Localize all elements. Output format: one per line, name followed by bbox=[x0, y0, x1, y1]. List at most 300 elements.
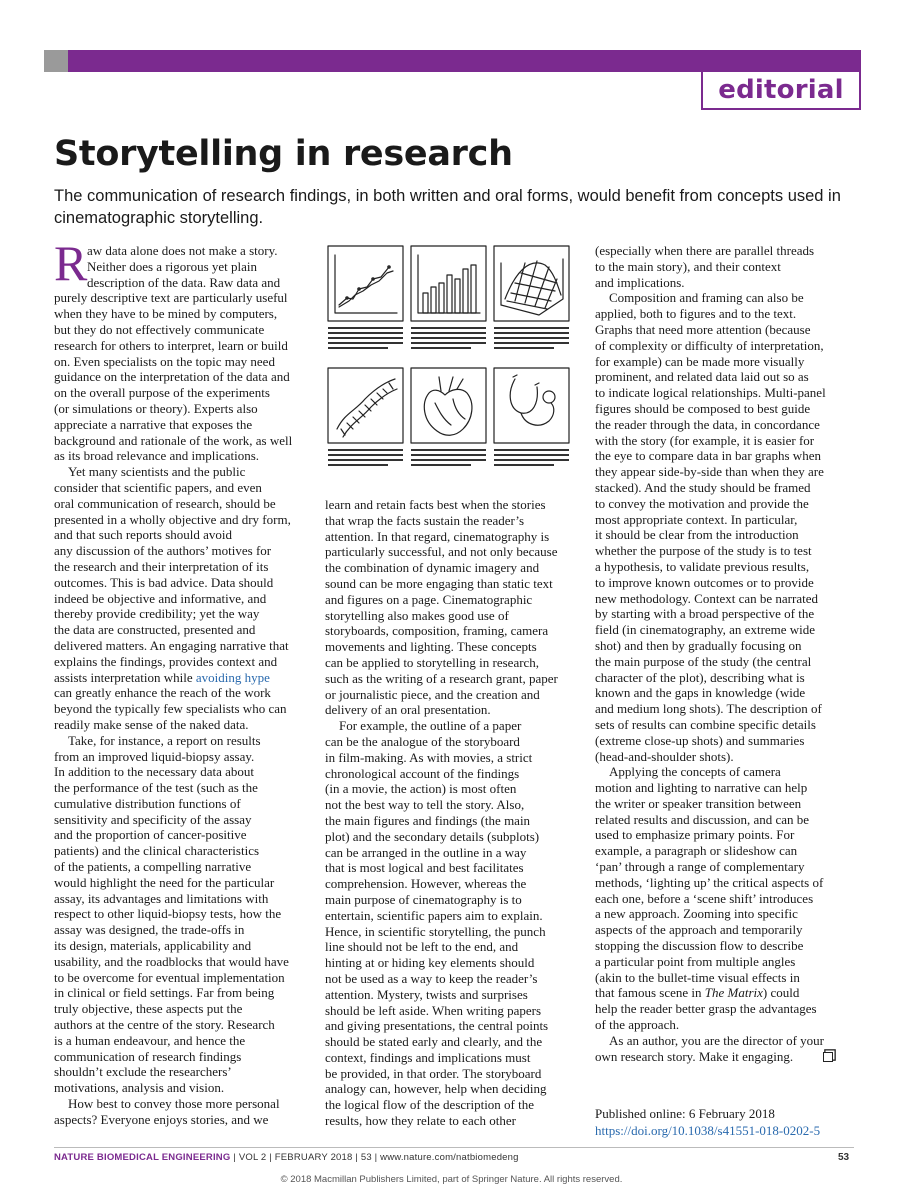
article-title: Storytelling in research bbox=[54, 134, 513, 174]
text-line-content: can be arranged in the outline in a way bbox=[325, 844, 527, 860]
text-line-content: hinting at or hiding key elements should bbox=[325, 955, 535, 971]
text-line-content: known and the gaps in knowledge (wide bbox=[595, 685, 806, 701]
text-line-content: they appear side-by-side than when they are bbox=[595, 464, 824, 480]
text-line-content: help the reader better grasp the advantages bbox=[595, 1001, 817, 1017]
text-line bbox=[595, 859, 857, 875]
text-line-content: that wrap the facts sustain the reader’s bbox=[325, 512, 525, 528]
text-line bbox=[325, 781, 587, 797]
text-line bbox=[595, 322, 857, 338]
text-line-content: to the main story), and their context bbox=[595, 258, 781, 274]
text-line-content: main purpose of cinematography is to bbox=[325, 891, 522, 907]
text-line bbox=[325, 734, 587, 750]
text-line-content: consider that scientific papers, and even bbox=[54, 479, 262, 495]
text-line-content: truly objective, these aspects put the bbox=[54, 1001, 243, 1017]
text-line-content: Neither does a rigorous yet plain bbox=[87, 258, 258, 274]
text-line-content: aspects? Everyone enjoys stories, and we bbox=[54, 1111, 269, 1127]
text-line bbox=[54, 1017, 316, 1033]
text-line bbox=[54, 780, 316, 796]
text-line bbox=[595, 749, 857, 765]
text-line-content: of the patients, a compelling narrative bbox=[54, 859, 252, 875]
text-line-content: is a human endeavour, and hence the bbox=[54, 1032, 246, 1048]
text-line-content: any discussion of the authors’ motives for bbox=[54, 543, 272, 559]
header-grey-block bbox=[44, 50, 68, 72]
text-line bbox=[325, 797, 587, 813]
text-line-content: or journalistic piece, and the creation and bbox=[325, 686, 540, 702]
text-line-content: a new approach. Zooming into specific bbox=[595, 906, 798, 922]
text-line-content: and medium long shots). The description of bbox=[595, 701, 822, 717]
text-line bbox=[54, 1049, 316, 1065]
text-line bbox=[54, 922, 316, 938]
text-line-content: a hypothesis, to validate previous results, bbox=[595, 558, 810, 574]
footer-rule bbox=[54, 1147, 854, 1148]
text-line bbox=[54, 638, 316, 654]
text-line-content: How best to convey those more personal bbox=[68, 1096, 280, 1112]
text-line-content: (head-and-shoulder shots). bbox=[595, 748, 734, 764]
doi-link[interactable]: https://doi.org/10.1038/s41551-018-0202-5 bbox=[595, 1123, 821, 1138]
text-column-1 bbox=[54, 235, 316, 1128]
text-line-content: and giving presentations, the central points bbox=[325, 1018, 549, 1034]
text-line-content: the reader through the data, in concordance bbox=[595, 416, 820, 432]
text-line bbox=[595, 401, 857, 417]
text-line-content: the logical flow of the description of the bbox=[325, 1097, 535, 1113]
text-line-content: not the best way to tell the story. Also, bbox=[325, 797, 525, 813]
text-line-content: motivations, analysis and vision. bbox=[54, 1080, 225, 1096]
text-line bbox=[54, 275, 316, 291]
text-line bbox=[54, 1064, 316, 1080]
text-line bbox=[325, 608, 587, 624]
text-line bbox=[595, 1033, 857, 1049]
text-line bbox=[325, 876, 587, 892]
text-line bbox=[54, 749, 316, 765]
text-line bbox=[595, 701, 857, 717]
text-line bbox=[595, 433, 857, 449]
text-line-content: delivered matters. An engaging narrative that bbox=[54, 637, 289, 653]
text-line-content: in clinical or field settings. Far from being bbox=[54, 985, 275, 1001]
text-line bbox=[54, 764, 316, 780]
text-line-content: guidance on the interpretation of the data and bbox=[54, 369, 290, 385]
text-line bbox=[595, 985, 857, 1001]
text-line bbox=[54, 670, 316, 686]
italic-title: The Matrix bbox=[704, 985, 763, 1001]
text-line-content: stacked). And the study should be framed bbox=[595, 479, 811, 495]
text-line bbox=[595, 306, 857, 322]
text-line bbox=[54, 891, 316, 907]
text-line-content: that famous scene in bbox=[595, 985, 705, 1001]
text-line bbox=[595, 906, 857, 922]
text-line-content: Applying the concepts of camera bbox=[609, 764, 781, 780]
storyboard-caption-lines bbox=[328, 327, 569, 466]
text-line-content: respect to other liquid-biopsy tests, how the bbox=[54, 906, 282, 922]
text-line-content: attention. In that regard, cinematography is bbox=[325, 528, 550, 544]
text-line-content: context, findings and implications must bbox=[325, 1049, 531, 1065]
text-line-content: In addition to the necessary data about bbox=[54, 764, 254, 780]
text-line-content: usability, and the roadblocks that would have bbox=[54, 953, 289, 969]
text-line-content: sensitivity and specificity of the assay bbox=[54, 811, 252, 827]
text-line-content: each one, before a ‘scene shift’ introduces bbox=[595, 890, 814, 906]
text-line bbox=[54, 512, 316, 528]
text-line bbox=[325, 939, 587, 955]
text-line bbox=[325, 987, 587, 1003]
text-line-content: Composition and framing can also be bbox=[609, 290, 804, 306]
text-line bbox=[54, 354, 316, 370]
text-line bbox=[54, 290, 316, 306]
text-line bbox=[325, 529, 587, 545]
text-line-content: can be the analogue of the storyboard bbox=[325, 733, 520, 749]
text-line bbox=[595, 527, 857, 543]
text-line bbox=[54, 796, 316, 812]
text-line bbox=[325, 544, 587, 560]
text-line bbox=[54, 433, 316, 449]
footer-journal: NATURE BIOMEDICAL ENGINEERING bbox=[54, 1152, 231, 1163]
text-line bbox=[325, 1081, 587, 1097]
text-line bbox=[54, 1096, 316, 1112]
text-line-content: patients) and the clinical characteristics bbox=[54, 843, 260, 859]
text-line-content: prominent, and related data laid out so as bbox=[595, 369, 809, 385]
section-label-box bbox=[701, 72, 861, 110]
text-line bbox=[325, 576, 587, 592]
text-line bbox=[54, 338, 316, 354]
text-line bbox=[595, 1017, 857, 1033]
text-line bbox=[325, 671, 587, 687]
header-purple-bar bbox=[68, 50, 861, 72]
text-line-content: (especially when there are parallel threads bbox=[595, 243, 815, 258]
text-column-2 bbox=[325, 497, 587, 1129]
text-line bbox=[54, 875, 316, 891]
text-line bbox=[54, 859, 316, 875]
text-line-content: storytelling also makes good use of bbox=[325, 607, 509, 623]
text-line-content: motion and lighting to narrative can help bbox=[595, 780, 808, 796]
text-line-content: readily make sense of the naked data. bbox=[54, 716, 249, 732]
text-line-content: to indicate logical relationships. Multi-panel bbox=[595, 385, 826, 401]
text-line-content: field (in cinematography, an extreme wide bbox=[595, 622, 816, 638]
text-line-content: example, a paragraph or slideshow can bbox=[595, 843, 798, 859]
text-line bbox=[595, 654, 857, 670]
text-line bbox=[54, 685, 316, 701]
text-line-content: should be stated early and clearly, and the bbox=[325, 1034, 543, 1050]
text-line-content: the data are constructed, presented and bbox=[54, 622, 256, 638]
text-line bbox=[595, 622, 857, 638]
text-line bbox=[595, 496, 857, 512]
text-line-content: (akin to the bullet-time visual effects in bbox=[595, 969, 800, 985]
text-line bbox=[595, 385, 857, 401]
text-line-content: communication of research findings bbox=[54, 1048, 242, 1064]
text-line-content: research for others to interpret, learn or build bbox=[54, 337, 288, 353]
text-line-content: such as the writing of a research grant, paper bbox=[325, 670, 558, 686]
text-line bbox=[595, 891, 857, 907]
text-line bbox=[54, 1033, 316, 1049]
text-line bbox=[325, 766, 587, 782]
text-line-content: a particular point from multiple angles bbox=[595, 953, 796, 969]
text-line bbox=[595, 464, 857, 480]
text-line bbox=[595, 733, 857, 749]
text-line bbox=[54, 827, 316, 843]
text-line bbox=[54, 322, 316, 338]
text-line-content: attention. Mystery, twists and surprises bbox=[325, 986, 528, 1002]
text-line-content: Hence, in scientific storytelling, the punch bbox=[325, 923, 546, 939]
text-line-content: Yet many scientists and the public bbox=[68, 464, 246, 480]
text-line bbox=[325, 655, 587, 671]
text-line-content: used to emphasize primary points. For bbox=[595, 827, 795, 843]
text-line-content: for example) can be made more visually bbox=[595, 353, 805, 369]
drop-cap: R bbox=[54, 235, 88, 291]
text-line-content: outcomes. This is bad advice. Data should bbox=[54, 574, 274, 590]
footer-citation bbox=[54, 1152, 519, 1163]
text-line-content: the main figures and findings (the main bbox=[325, 812, 531, 828]
text-line bbox=[54, 1080, 316, 1096]
text-line-content: (extreme close-up shots) and summaries bbox=[595, 732, 805, 748]
text-line-content: oral communication of research, should be bbox=[54, 495, 276, 511]
text-line-content: but they do not effectively communicate bbox=[54, 321, 265, 337]
text-line bbox=[54, 369, 316, 385]
text-line bbox=[595, 290, 857, 306]
text-line bbox=[595, 606, 857, 622]
text-line-content: as its broad relevance and implications. bbox=[54, 448, 260, 464]
text-line-content: entertain, scientific papers aim to explain. bbox=[325, 907, 543, 923]
storyboard-illustration bbox=[325, 243, 573, 471]
text-line bbox=[54, 591, 316, 607]
text-line-content: should be left aside. When writing papers bbox=[325, 1002, 542, 1018]
text-line bbox=[595, 780, 857, 796]
text-line-content: assay was designed, the trade-offs in bbox=[54, 922, 245, 938]
storyboard-panel-heart bbox=[411, 368, 486, 443]
text-line bbox=[54, 938, 316, 954]
text-line-content: purely descriptive text are particularly useful bbox=[54, 290, 288, 306]
text-line bbox=[595, 938, 857, 954]
text-line bbox=[595, 448, 857, 464]
text-line-content: can be applied to storytelling in research, bbox=[325, 654, 540, 670]
text-line bbox=[595, 1049, 857, 1065]
text-line-content: on. Even specialists on the topic may need bbox=[54, 353, 275, 369]
text-line-content: assists interpretation while bbox=[54, 669, 196, 685]
text-line-content: by starting with a broad perspective of the bbox=[595, 606, 815, 622]
text-line-content: would highlight the need for the particular bbox=[54, 874, 275, 890]
text-line-content: results, how they relate to each other bbox=[325, 1113, 516, 1129]
text-line bbox=[325, 497, 587, 513]
text-line bbox=[595, 575, 857, 591]
text-line bbox=[595, 512, 857, 528]
text-line bbox=[54, 843, 316, 859]
text-line bbox=[54, 606, 316, 622]
text-line bbox=[54, 654, 316, 670]
text-line bbox=[54, 906, 316, 922]
text-line-content: be provided, in that order. The storyboard bbox=[325, 1065, 542, 1081]
text-line bbox=[325, 908, 587, 924]
text-line bbox=[325, 513, 587, 529]
text-line bbox=[325, 639, 587, 655]
publication-info bbox=[595, 1105, 820, 1139]
text-line-content: shouldn’t exclude the researchers’ bbox=[54, 1064, 232, 1080]
text-line bbox=[325, 702, 587, 718]
text-line bbox=[54, 496, 316, 512]
text-line-content: new methodology. Context can be narrated bbox=[595, 590, 818, 606]
text-line bbox=[595, 812, 857, 828]
text-line bbox=[54, 385, 316, 401]
text-line bbox=[325, 971, 587, 987]
text-column-3 bbox=[595, 243, 857, 1064]
text-line bbox=[54, 243, 316, 259]
text-line-content: aw data alone does not make a story. bbox=[87, 243, 278, 258]
copyright: © 2018 Macmillan Publishers Limited, part of Springer Nature. All rights reserved. bbox=[280, 1174, 623, 1185]
text-line bbox=[325, 623, 587, 639]
footer-issue: | VOL 2 | FEBRUARY 2018 | 53 | www.nature.com/natbiomedeng bbox=[230, 1152, 519, 1163]
text-line bbox=[54, 480, 316, 496]
text-line bbox=[325, 813, 587, 829]
text-line-content: related results and discussion, and can be bbox=[595, 811, 810, 827]
article-standfirst bbox=[54, 185, 854, 229]
footer-page-number: 53 bbox=[838, 1152, 850, 1163]
text-line bbox=[595, 243, 857, 259]
text-line bbox=[325, 592, 587, 608]
text-line-content: aspects of the approach and temporarily bbox=[595, 922, 803, 938]
text-line bbox=[595, 685, 857, 701]
text-line bbox=[595, 543, 857, 559]
text-line bbox=[595, 827, 857, 843]
text-line-content: description of the data. Raw data and bbox=[87, 274, 281, 290]
text-line bbox=[595, 796, 857, 812]
text-line-content: of the approach. bbox=[595, 1017, 680, 1033]
text-line-content: and the proportion of cancer-positive bbox=[54, 827, 247, 843]
text-line-content: the research and their interpretation of its bbox=[54, 558, 269, 574]
text-line-content: analogy can, however, help when deciding bbox=[325, 1081, 547, 1097]
storyboard-panel-surface-plot bbox=[494, 246, 569, 321]
text-line bbox=[54, 701, 316, 717]
text-line bbox=[325, 860, 587, 876]
text-line-content: background and rationale of the work, as well bbox=[54, 432, 293, 448]
text-line bbox=[595, 417, 857, 433]
text-line-content: (in a movie, the action) is most often bbox=[325, 781, 517, 797]
text-line bbox=[595, 275, 857, 291]
text-line bbox=[54, 970, 316, 986]
text-line-content: the writer or speaker transition between bbox=[595, 795, 802, 811]
text-line-content: can greatly enhance the reach of the work bbox=[54, 685, 271, 701]
text-line bbox=[54, 622, 316, 638]
text-line bbox=[54, 575, 316, 591]
text-line bbox=[595, 259, 857, 275]
text-line-content: appreciate a narrative that exposes the bbox=[54, 416, 253, 432]
text-line-content: storyboards, composition, framing, camera bbox=[325, 623, 549, 639]
text-line-content: cumulative distribution functions of bbox=[54, 795, 241, 811]
text-line bbox=[54, 543, 316, 559]
text-line-content: shot) and then by gradually focusing on bbox=[595, 637, 802, 653]
text-line bbox=[595, 875, 857, 891]
text-line bbox=[325, 1113, 587, 1129]
text-line-content: most appropriate context. In particular, bbox=[595, 511, 798, 527]
text-line bbox=[595, 670, 857, 686]
text-line bbox=[325, 1050, 587, 1066]
text-line-content: to improve known outcomes or to provide bbox=[595, 574, 814, 590]
text-line-content: sets of results can combine specific details bbox=[595, 716, 816, 732]
storyboard-panel-bar-chart bbox=[411, 246, 486, 321]
text-line bbox=[595, 843, 857, 859]
text-line-content: ‘pan’ through a range of complementary bbox=[595, 859, 805, 875]
text-line-content: stopping the discussion flow to describe bbox=[595, 938, 804, 954]
text-line bbox=[325, 718, 587, 734]
text-line bbox=[595, 764, 857, 780]
text-line-content: indeed be objective and informative, and bbox=[54, 590, 267, 606]
text-line-content: the eye to compare data in bar graphs when bbox=[595, 448, 821, 464]
text-line bbox=[325, 1066, 587, 1082]
inline-link[interactable]: avoiding hype bbox=[195, 669, 270, 685]
text-line bbox=[325, 845, 587, 861]
text-line-content: the combination of dynamic imagery and bbox=[325, 560, 540, 576]
text-line bbox=[325, 1097, 587, 1113]
text-line bbox=[54, 1001, 316, 1017]
text-line-content: (or simulations or theory). Experts also bbox=[54, 400, 258, 416]
storyboard-panel-stethoscope bbox=[494, 368, 569, 443]
storyboard-panel-line-graph bbox=[328, 246, 403, 321]
text-line bbox=[325, 892, 587, 908]
storyboard-panel-nanowire bbox=[328, 368, 403, 443]
text-line-content: when they have to be mined by computers, bbox=[54, 306, 278, 322]
text-line bbox=[595, 559, 857, 575]
text-line bbox=[595, 954, 857, 970]
text-line bbox=[595, 638, 857, 654]
text-line-content: plot) and the secondary details (subplots) bbox=[325, 828, 540, 844]
text-line-content: particularly successful, and not only because bbox=[325, 544, 558, 560]
text-line bbox=[54, 306, 316, 322]
text-line-content: ) could bbox=[762, 985, 800, 1001]
text-line bbox=[325, 687, 587, 703]
text-line bbox=[325, 924, 587, 940]
standfirst-line: cinematographic storytelling. bbox=[54, 209, 264, 227]
text-line-content: As an author, you are the director of your bbox=[609, 1032, 824, 1048]
text-line bbox=[54, 448, 316, 464]
text-line bbox=[595, 354, 857, 370]
text-line-content: figures should be composed to best guide bbox=[595, 400, 811, 416]
text-line-content: and implications. bbox=[595, 274, 685, 290]
text-line bbox=[54, 985, 316, 1001]
text-line bbox=[54, 733, 316, 749]
text-line bbox=[325, 1018, 587, 1034]
text-line-content: its design, materials, applicability and bbox=[54, 938, 252, 954]
text-line bbox=[325, 750, 587, 766]
text-line-content: in film-making. As with movies, a strict bbox=[325, 749, 533, 765]
end-mark-icon bbox=[823, 1052, 833, 1062]
text-line bbox=[54, 717, 316, 733]
published-online: Published online: 6 February 2018 bbox=[595, 1106, 775, 1121]
text-line bbox=[54, 401, 316, 417]
text-line-content: to convey the motivation and provide the bbox=[595, 495, 809, 511]
text-line-content: to be overcome for eventual implementation bbox=[54, 969, 285, 985]
text-line-content: comprehension. However, whereas the bbox=[325, 876, 527, 892]
text-line-content: learn and retain facts best when the stories bbox=[325, 497, 546, 512]
text-line-content: For example, the outline of a paper bbox=[339, 718, 522, 734]
text-line-content: Take, for instance, a report on results bbox=[68, 732, 261, 748]
text-line-content: whether the purpose of the study is to test bbox=[595, 543, 812, 559]
text-line-content: applied, both to figures and to the text. bbox=[595, 306, 797, 322]
text-line-content: of complexity or difficulty of interpretation, bbox=[595, 337, 824, 353]
text-line-content: the main purpose of the study (the central bbox=[595, 653, 812, 669]
text-line-content: authors at the centre of the story. Research bbox=[54, 1017, 275, 1033]
text-line-content: it should be clear from the introduction bbox=[595, 527, 799, 543]
text-line-content: the performance of the test (such as the bbox=[54, 780, 258, 796]
text-line bbox=[595, 1001, 857, 1017]
text-line bbox=[54, 464, 316, 480]
text-line bbox=[325, 560, 587, 576]
text-line-content: Graphs that need more attention (because bbox=[595, 321, 811, 337]
text-line-content: presented in a wholly objective and dry form, bbox=[54, 511, 291, 527]
text-line bbox=[325, 955, 587, 971]
text-line bbox=[325, 1034, 587, 1050]
text-line-content: sound can be more engaging than static text bbox=[325, 575, 553, 591]
text-line-content: from an improved liquid-biopsy assay. bbox=[54, 748, 255, 764]
text-line-content: own research story. Make it engaging. bbox=[595, 1048, 794, 1064]
text-line bbox=[54, 559, 316, 575]
text-line-content: and that such reports should avoid bbox=[54, 527, 232, 543]
text-line bbox=[325, 1003, 587, 1019]
text-line-content: beyond the typically few specialists who can bbox=[54, 701, 287, 717]
text-line bbox=[54, 1112, 316, 1128]
